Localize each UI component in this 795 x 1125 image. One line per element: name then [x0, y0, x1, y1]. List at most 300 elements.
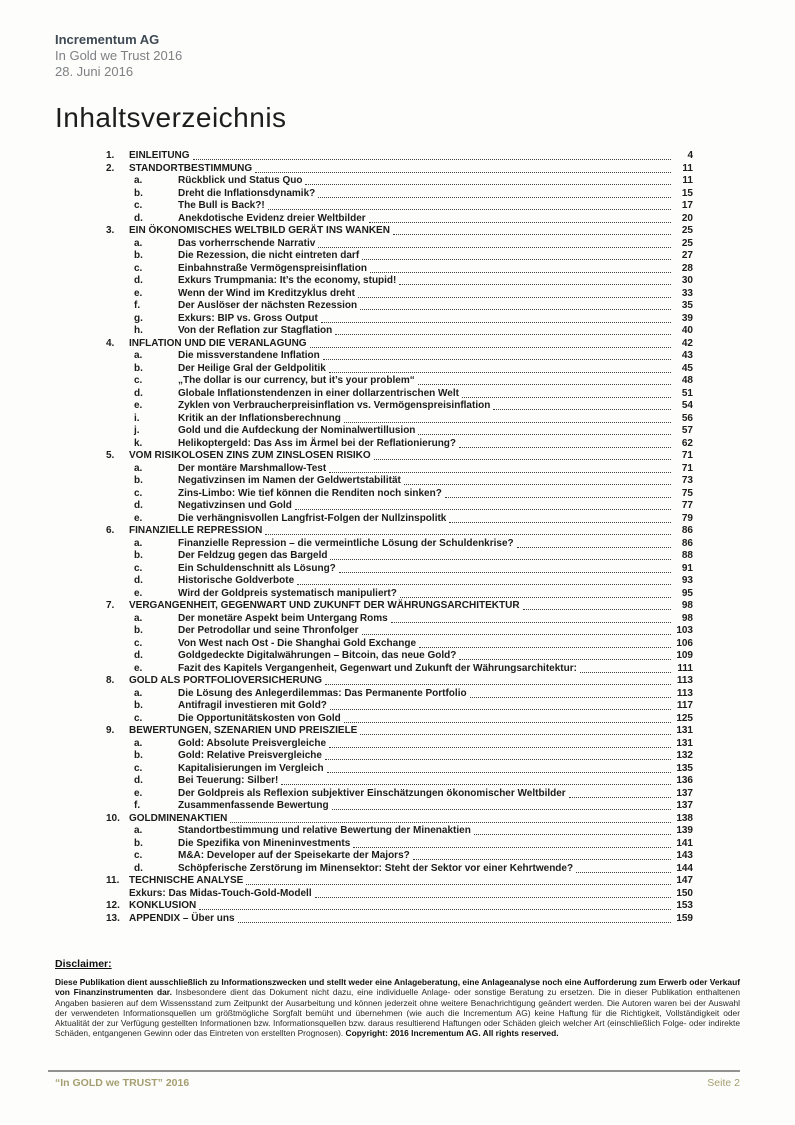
- toc-entry-label: d.: [134, 275, 143, 286]
- toc-entry[interactable]: [106, 850, 693, 863]
- disclaimer-copyright: Copyright: 2016 Incrementum AG. All rights reserved.: [345, 1028, 559, 1039]
- toc-entry-label: 2.: [106, 162, 115, 174]
- toc-entry-page: 43: [681, 350, 693, 361]
- toc-entry-label: 12.: [106, 900, 120, 911]
- toc-entry-label: c.: [134, 850, 143, 861]
- toc-entry[interactable]: [106, 238, 693, 251]
- toc-entry-title: Die Spezifika von Mineninvestments: [178, 837, 351, 849]
- toc-entry-label: b.: [134, 837, 143, 849]
- toc-entry-page: 91: [681, 562, 693, 574]
- toc-entry-title: Der Goldpreis als Reflexion subjektiver Einschätzungen ökonomischer Weltbilder: [178, 787, 566, 799]
- toc-leader-dots: [360, 725, 671, 735]
- toc-entry[interactable]: [106, 188, 693, 201]
- toc-entry-page: 103: [676, 625, 693, 636]
- toc-entry-page: 93: [681, 575, 693, 586]
- toc-leader-dots: [325, 750, 671, 760]
- toc-entry-page: 132: [676, 750, 693, 761]
- toc-entry-page: 15: [681, 187, 693, 199]
- toc-leader-dots: [315, 888, 671, 898]
- toc-entry-page: 111: [677, 662, 693, 674]
- toc-entry[interactable]: [106, 525, 693, 538]
- toc-entry[interactable]: [106, 650, 693, 663]
- toc-entry-title: Exkurs Trumpmania: It’s the economy, stupid!: [178, 275, 397, 286]
- toc-entry-page: 131: [676, 737, 693, 749]
- toc-entry-title: Das vorherrschende Narrativ: [178, 237, 316, 249]
- toc-leader-dots: [329, 738, 671, 748]
- toc-entry-label: e.: [134, 287, 143, 299]
- toc-entry[interactable]: [106, 613, 693, 626]
- toc-leader-dots: [327, 763, 671, 773]
- toc-entry-page: 71: [681, 462, 693, 474]
- toc-entry-label: 9.: [106, 725, 115, 736]
- toc-entry-label: a.: [134, 537, 143, 549]
- footer-divider: [48, 1070, 740, 1072]
- toc-leader-dots: [393, 225, 671, 235]
- toc-entry-label: c.: [134, 762, 143, 774]
- toc-entry-title: Von West nach Ost - Die Shanghai Gold Exchange: [178, 637, 417, 649]
- toc-entry-title: Fazit des Kapitels Vergangenheit, Gegenwart und Zukunft der Währungsarchitektur:: [178, 662, 577, 674]
- toc-leader-dots: [330, 550, 671, 560]
- toc-leader-dots: [399, 275, 671, 285]
- toc-entry-page: 117: [676, 700, 693, 711]
- toc-entry[interactable]: [106, 200, 693, 213]
- toc-entry-page: 159: [676, 912, 693, 924]
- toc-entry[interactable]: [106, 350, 693, 363]
- toc-entry-title: Goldgedeckte Digitalwährungen – Bitcoin, das neue Gold?: [178, 650, 457, 661]
- toc-entry-label: a.: [134, 687, 143, 699]
- toc-entry-title: Zusammenfassende Bewertung: [178, 800, 329, 811]
- toc-entry-page: 39: [681, 312, 693, 324]
- toc-entry-page: 56: [681, 412, 693, 424]
- toc-entry[interactable]: [106, 913, 693, 926]
- toc-leader-dots: [344, 413, 671, 423]
- toc-entry-title: INFLATION UND DIE VERANLAGUNG: [129, 337, 307, 349]
- toc-entry-page: 30: [681, 275, 693, 286]
- toc-entry-title: Der Feldzug gegen das Bargeld: [178, 550, 328, 561]
- toc-leader-dots: [339, 563, 671, 573]
- toc-leader-dots: [281, 775, 671, 785]
- toc-leader-dots: [360, 300, 671, 310]
- toc-entry[interactable]: [106, 388, 693, 401]
- toc-entry[interactable]: [106, 700, 693, 713]
- toc-entry-label: b.: [134, 362, 143, 374]
- toc-entry[interactable]: [106, 488, 693, 501]
- toc-leader-dots: [523, 600, 671, 610]
- toc-entry-page: 33: [681, 287, 693, 299]
- toc-entry-page: 98: [681, 612, 693, 624]
- toc-entry[interactable]: [106, 900, 693, 913]
- toc-entry-label: 4.: [106, 337, 115, 349]
- toc-entry[interactable]: [106, 275, 693, 288]
- toc-entry-title: Wird der Goldpreis systematisch manipuliert?: [178, 587, 397, 599]
- toc-entry-title: Der monetäre Aspekt beim Untergang Roms: [178, 612, 388, 624]
- toc-entry-label: e.: [134, 787, 143, 799]
- toc-entry-page: 141: [676, 837, 693, 849]
- toc-entry-label: d.: [134, 575, 143, 586]
- toc-entry-title: Antifragil investieren mit Gold?: [178, 700, 327, 711]
- toc-entry-label: k.: [134, 437, 143, 449]
- toc-entry[interactable]: [106, 150, 693, 163]
- toc-entry[interactable]: [106, 563, 693, 576]
- toc-entry-page: 77: [681, 500, 693, 511]
- toc-entry-label: c.: [134, 262, 143, 274]
- toc-entry[interactable]: [106, 800, 693, 813]
- toc-entry[interactable]: [106, 588, 693, 601]
- toc-entry-title: Gold: Relative Preisvergleiche: [178, 750, 322, 761]
- toc-leader-dots: [517, 538, 671, 548]
- toc-entry-page: 113: [676, 675, 693, 686]
- toc-leader-dots: [344, 713, 671, 723]
- toc-leader-dots: [335, 325, 671, 335]
- toc-leader-dots: [400, 588, 671, 598]
- toc-leader-dots: [580, 663, 671, 673]
- toc-entry[interactable]: [106, 363, 693, 376]
- toc-entry-label: c.: [134, 487, 143, 499]
- toc-entry[interactable]: [106, 838, 693, 851]
- toc-leader-dots: [459, 438, 671, 448]
- toc-entry[interactable]: [106, 213, 693, 226]
- toc-entry[interactable]: [106, 725, 693, 738]
- toc-entry-page: 135: [676, 762, 693, 774]
- toc-leader-dots: [474, 825, 671, 835]
- toc-entry[interactable]: [106, 175, 693, 188]
- toc-entry[interactable]: [106, 450, 693, 463]
- toc-entry-label: d.: [134, 650, 143, 661]
- toc-entry-page: 42: [681, 337, 693, 349]
- toc-entry-title: Der Auslöser der nächsten Rezession: [178, 300, 358, 311]
- toc-entry-title: Gold und die Aufdeckung der Nominalwertillusion: [178, 425, 416, 436]
- toc-entry-title: Anekdotische Evidenz dreier Weltbilder: [178, 212, 366, 224]
- toc-entry-label: g.: [134, 312, 143, 324]
- toc-entry-title: Exkurs: BIP vs. Gross Output: [178, 312, 318, 324]
- toc-entry-title: Historische Goldverbote: [178, 575, 295, 586]
- toc-entry-title: Von der Reflation zur Stagflation: [178, 325, 333, 336]
- toc-leader-dots: [462, 388, 671, 398]
- toc-entry-title: M&A: Developer auf der Speisekarte der Majors?: [178, 850, 410, 861]
- toc-leader-dots: [569, 788, 671, 798]
- toc-entry[interactable]: [106, 338, 693, 351]
- toc-leader-dots: [493, 400, 671, 410]
- toc-entry-title: Gold: Absolute Preisvergleiche: [178, 737, 327, 749]
- toc-entry[interactable]: [106, 688, 693, 701]
- toc-entry-label: 6.: [106, 525, 115, 536]
- toc-entry[interactable]: [106, 475, 693, 488]
- toc-entry[interactable]: [106, 225, 693, 238]
- toc-leader-dots: [449, 513, 671, 523]
- toc-entry-page: 106: [676, 637, 693, 649]
- toc-leader-dots: [362, 250, 671, 260]
- toc-entry-label: 11.: [106, 875, 120, 886]
- report-date: 28. Juni 2016: [55, 64, 134, 79]
- toc-entry[interactable]: [106, 825, 693, 838]
- toc-entry-page: 153: [676, 900, 693, 911]
- toc-entry[interactable]: [106, 875, 693, 888]
- toc-leader-dots: [318, 238, 671, 248]
- toc-entry-page: 98: [681, 600, 693, 611]
- toc-entry-title: Negativzinsen im Namen der Geldwertstabilität: [178, 475, 401, 486]
- toc-leader-dots: [362, 625, 671, 635]
- toc-leader-dots: [470, 688, 671, 698]
- toc-leader-dots: [413, 850, 671, 860]
- toc-entry-page: 62: [681, 437, 693, 449]
- toc-entry[interactable]: [106, 575, 693, 588]
- toc-leader-dots: [404, 475, 671, 485]
- toc-entry-page: 86: [681, 537, 693, 549]
- toc-entry-label: b.: [134, 475, 143, 486]
- toc-entry-page: 11: [682, 175, 693, 186]
- toc-entry-label: e.: [134, 512, 143, 524]
- disclaimer-heading: Disclaimer:: [55, 958, 112, 970]
- toc-entry[interactable]: [106, 300, 693, 313]
- toc-entry-label: c.: [134, 375, 143, 386]
- toc-entry-label: b.: [134, 250, 143, 261]
- toc-entry-label: e.: [134, 587, 143, 599]
- toc-entry[interactable]: [106, 513, 693, 526]
- toc-entry-title: Schöpferische Zerstörung im Minensektor: Steht der Sektor vor einer Kehrtwende?: [178, 862, 574, 874]
- toc-entry-title: BEWERTUNGEN, SZENARIEN UND PREISZIELE: [129, 725, 358, 736]
- toc-leader-dots: [230, 813, 671, 823]
- toc-entry-label: h.: [134, 325, 143, 336]
- toc-entry-title: Exkurs: Das Midas-Touch-Gold-Modell: [129, 887, 312, 899]
- toc-entry-label: c.: [134, 712, 143, 724]
- toc-entry-title: VOM RISIKOLOSEN ZINS ZUM ZINSLOSEN RISIKO: [129, 450, 371, 461]
- toc-entry-label: b.: [134, 625, 143, 636]
- document-footer: [55, 1077, 740, 1089]
- toc-entry[interactable]: [106, 538, 693, 551]
- toc-entry[interactable]: [106, 600, 693, 613]
- toc-entry[interactable]: [106, 888, 693, 901]
- toc-list: [106, 150, 693, 925]
- toc-entry[interactable]: [106, 250, 693, 263]
- toc-entry-page: 147: [676, 875, 693, 886]
- toc-entry-page: 17: [681, 200, 693, 211]
- toc-entry-title: Die Opportunitätskosten von Gold: [178, 712, 341, 724]
- toc-entry-page: 45: [681, 362, 693, 374]
- toc-entry-page: 113: [676, 687, 693, 699]
- toc-leader-dots: [329, 363, 671, 373]
- toc-entry[interactable]: [106, 550, 693, 563]
- toc-entry-label: a.: [134, 350, 143, 361]
- toc-leader-dots: [370, 263, 671, 273]
- toc-entry[interactable]: [106, 788, 693, 801]
- toc-entry-page: 28: [681, 262, 693, 274]
- disclaimer-body-text: Insbesondere dient das Dokument nicht dazu, eine individuelle Anlage- oder sonstige Beratung zu ersetzen. Die in dieser Publikation enthaltenen Angaben basieren auf dem Wissensstand zum Zeitpunkt der Ausarbeitung und können jederzeit ohne weitere Benachrichtigung geändert werden. Die Autoren waren bei der Auswahl der verwendeten Informationsquellen um größtmögliche Sorgfalt bemüht und übernehmen (wie auch die Incrementum AG) keine Haftung für die Richtigkeit, Vollständigkeit oder Aktualität der zur Verfügung gestellten Informationen bzw. Informationsquellen bzw. daraus resultierend Haftungen oder Schäden gleich welcher Art (einschließlich Folge- oder indirekte Schäden, entgangenen Gewinn oder das Eintreten von erstellten Prognosen).: [55, 987, 740, 1039]
- toc-entry[interactable]: [106, 325, 693, 338]
- toc-entry-page: 143: [676, 850, 693, 861]
- toc-entry[interactable]: [106, 400, 693, 413]
- toc-entry-label: f.: [134, 300, 141, 311]
- toc-entry-label: 3.: [106, 225, 115, 236]
- toc-leader-dots: [358, 288, 671, 298]
- toc-entry[interactable]: [106, 163, 693, 176]
- toc-leader-dots: [332, 800, 671, 810]
- toc-leader-dots: [265, 525, 671, 535]
- toc-entry-label: d.: [134, 862, 143, 874]
- toc-entry[interactable]: [106, 663, 693, 676]
- toc-entry-page: 137: [676, 787, 693, 799]
- toc-leader-dots: [353, 838, 671, 848]
- toc-entry-page: 71: [681, 450, 693, 461]
- toc-entry-page: 4: [687, 150, 693, 161]
- toc-entry-label: 7.: [106, 600, 115, 611]
- toc-entry-title: Rückblick und Status Quo: [178, 175, 303, 186]
- toc-leader-dots: [329, 463, 671, 473]
- toc-entry-label: b.: [134, 187, 143, 199]
- toc-entry-page: 88: [681, 550, 693, 561]
- toc-entry-label: b.: [134, 550, 143, 561]
- toc-leader-dots: [391, 613, 671, 623]
- toc-entry-label: e.: [134, 400, 143, 411]
- toc-entry-title: Zyklen von Verbraucherpreisinflation vs. Vermögenspreisinflation: [178, 400, 491, 411]
- toc-entry-page: 144: [676, 862, 693, 874]
- toc-entry-title: VERGANGENHEIT, GEGENWART UND ZUKUNFT DER WÄHRUNGSARCHITEKTUR: [129, 600, 520, 611]
- footer-page-number: Seite 2: [707, 1077, 740, 1089]
- disclaimer-section: [55, 958, 740, 1039]
- toc-entry[interactable]: [106, 763, 693, 776]
- company-name: Incrementum AG: [55, 32, 160, 47]
- disclaimer-bold-intro: Diese Publikation dient ausschließlich zu Informationszwecken und stellt weder eine Anlageberatung, eine Anlageanalyse noch eine Aufforderung zum Erwerb oder Verkauf von Finanzinstrumenten dar.: [55, 977, 740, 998]
- toc-entry[interactable]: [106, 313, 693, 326]
- toc-entry-page: 11: [682, 162, 693, 174]
- toc-entry-page: 25: [681, 225, 693, 236]
- toc-entry-title: Wenn der Wind im Kreditzyklus dreht: [178, 287, 355, 299]
- toc-entry-title: Globale Inflationstendenzen in einer dollarzentrischen Welt: [178, 387, 459, 399]
- toc-entry-label: d.: [134, 775, 143, 786]
- toc-leader-dots: [246, 875, 671, 885]
- toc-entry-title: Der Heilige Gral der Geldpolitik: [178, 362, 326, 374]
- toc-entry-page: 137: [676, 800, 693, 811]
- toc-entry[interactable]: [106, 750, 693, 763]
- toc-entry-page: 20: [681, 212, 693, 224]
- toc-entry-title: TECHNISCHE ANALYSE: [129, 875, 244, 886]
- toc-entry[interactable]: [106, 438, 693, 451]
- toc-entry-label: f.: [134, 800, 141, 811]
- toc-entry[interactable]: [106, 775, 693, 788]
- toc-entry-label: a.: [134, 175, 143, 186]
- toc-entry-title: EIN ÖKONOMISCHES WELTBILD GERÄT INS WANKEN: [129, 225, 390, 236]
- toc-leader-dots: [418, 425, 671, 435]
- toc-leader-dots: [268, 200, 671, 210]
- toc-entry-label: d.: [134, 212, 143, 224]
- toc-entry-label: d.: [134, 387, 143, 399]
- toc-entry-page: 48: [681, 375, 693, 386]
- toc-entry-title: „The dollar is our currency, but it’s your problem“: [178, 375, 415, 386]
- toc-entry[interactable]: [106, 463, 693, 476]
- toc-entry-page: 131: [676, 725, 693, 736]
- toc-entry-label: b.: [134, 700, 143, 711]
- toc-entry-title: Negativzinsen und Gold: [178, 500, 292, 511]
- toc-entry-label: 1.: [106, 150, 115, 161]
- toc-entry-page: 51: [681, 387, 693, 399]
- toc-leader-dots: [369, 213, 671, 223]
- toc-entry-title: Der Petrodollar und seine Thronfolger: [178, 625, 359, 636]
- toc-leader-dots: [445, 488, 671, 498]
- toc-entry[interactable]: [106, 638, 693, 651]
- toc-leader-dots: [295, 500, 671, 510]
- toc-entry-title: Die missverstandene Inflation: [178, 350, 320, 361]
- toc-entry-label: a.: [134, 825, 143, 836]
- toc-entry[interactable]: [106, 288, 693, 301]
- toc-entry-title: Bei Teuerung: Silber!: [178, 775, 279, 786]
- toc-leader-dots: [238, 913, 671, 923]
- toc-entry-label: i.: [134, 412, 140, 424]
- toc-entry[interactable]: [106, 625, 693, 638]
- toc-entry-label: b.: [134, 750, 143, 761]
- toc-entry-page: 136: [676, 775, 693, 786]
- toc-entry-title: KONKLUSION: [129, 900, 197, 911]
- toc-entry-title: Finanzielle Repression – die vermeintliche Lösung der Schuldenkrise?: [178, 537, 514, 549]
- toc-entry[interactable]: [106, 500, 693, 513]
- toc-entry-page: 25: [681, 237, 693, 249]
- toc-entry-label: e.: [134, 662, 143, 674]
- toc-entry-label: 8.: [106, 675, 115, 686]
- toc-leader-dots: [330, 700, 671, 710]
- toc-entry[interactable]: [106, 413, 693, 426]
- toc-entry-page: 109: [676, 650, 693, 661]
- toc-entry[interactable]: [106, 738, 693, 751]
- toc-entry-label: a.: [134, 737, 143, 749]
- toc-entry-page: 79: [681, 512, 693, 524]
- toc-entry[interactable]: [106, 263, 693, 276]
- toc-entry-title: Helikoptergeld: Das Ass im Ärmel bei der Reflationierung?: [178, 437, 457, 449]
- toc-entry-title: APPENDIX – Über uns: [129, 912, 235, 924]
- toc-entry-label: a.: [134, 612, 143, 624]
- toc-leader-dots: [374, 450, 671, 460]
- toc-entry-title: FINANZIELLE REPRESSION: [129, 525, 263, 536]
- toc-entry-label: d.: [134, 500, 143, 511]
- toc-leader-dots: [297, 575, 671, 585]
- toc-entry-label: c.: [134, 200, 143, 211]
- toc-entry[interactable]: [106, 813, 693, 826]
- toc-entry[interactable]: [106, 425, 693, 438]
- toc-entry-title: Der montäre Marshmallow-Test: [178, 462, 327, 474]
- toc-entry-page: 138: [676, 812, 693, 824]
- toc-entry-title: Dreht die Inflationsdynamik?: [178, 187, 316, 199]
- toc-entry[interactable]: [106, 713, 693, 726]
- toc-entry-title: Kritik an der Inflationsberechnung: [178, 412, 341, 424]
- toc-entry-title: Einbahnstraße Vermögenspreisinflation: [178, 262, 367, 274]
- toc-leader-dots: [418, 375, 671, 385]
- toc-entry-title: Zins-Limbo: Wie tief können die Renditen noch sinken?: [178, 487, 442, 499]
- toc-entry-page: 150: [676, 887, 693, 899]
- toc-leader-dots: [459, 650, 671, 660]
- toc-entry-title: Kapitalisierungen im Vergleich: [178, 762, 324, 774]
- toc-entry-page: 57: [681, 425, 693, 436]
- toc-entry-page: 86: [681, 525, 693, 536]
- toc-entry-page: 95: [681, 587, 693, 599]
- toc-entry-title: Standortbestimmung und relative Bewertung der Minenaktien: [178, 825, 471, 836]
- toc-entry-label: 10.: [106, 812, 120, 824]
- toc-leader-dots: [321, 313, 671, 323]
- toc-leader-dots: [576, 863, 671, 873]
- toc-entry-title: STANDORTBESTIMMUNG: [129, 162, 253, 174]
- toc-entry-label: a.: [134, 462, 143, 474]
- disclaimer-text: [55, 977, 740, 1039]
- toc-leader-dots: [255, 163, 671, 173]
- toc-entry[interactable]: [106, 863, 693, 876]
- toc-entry-title: The Bull is Back?!: [178, 200, 265, 211]
- toc-entry-title: Ein Schuldenschnitt als Lösung?: [178, 562, 336, 574]
- toc-entry-label: 13.: [106, 912, 120, 924]
- document-header: [55, 32, 740, 80]
- toc-entry[interactable]: [106, 675, 693, 688]
- toc-leader-dots: [199, 900, 671, 910]
- toc-entry-page: 27: [681, 250, 693, 261]
- toc-entry[interactable]: [106, 375, 693, 388]
- toc-leader-dots: [419, 638, 671, 648]
- toc-entry-page: 54: [681, 400, 693, 411]
- toc-leader-dots: [323, 350, 671, 360]
